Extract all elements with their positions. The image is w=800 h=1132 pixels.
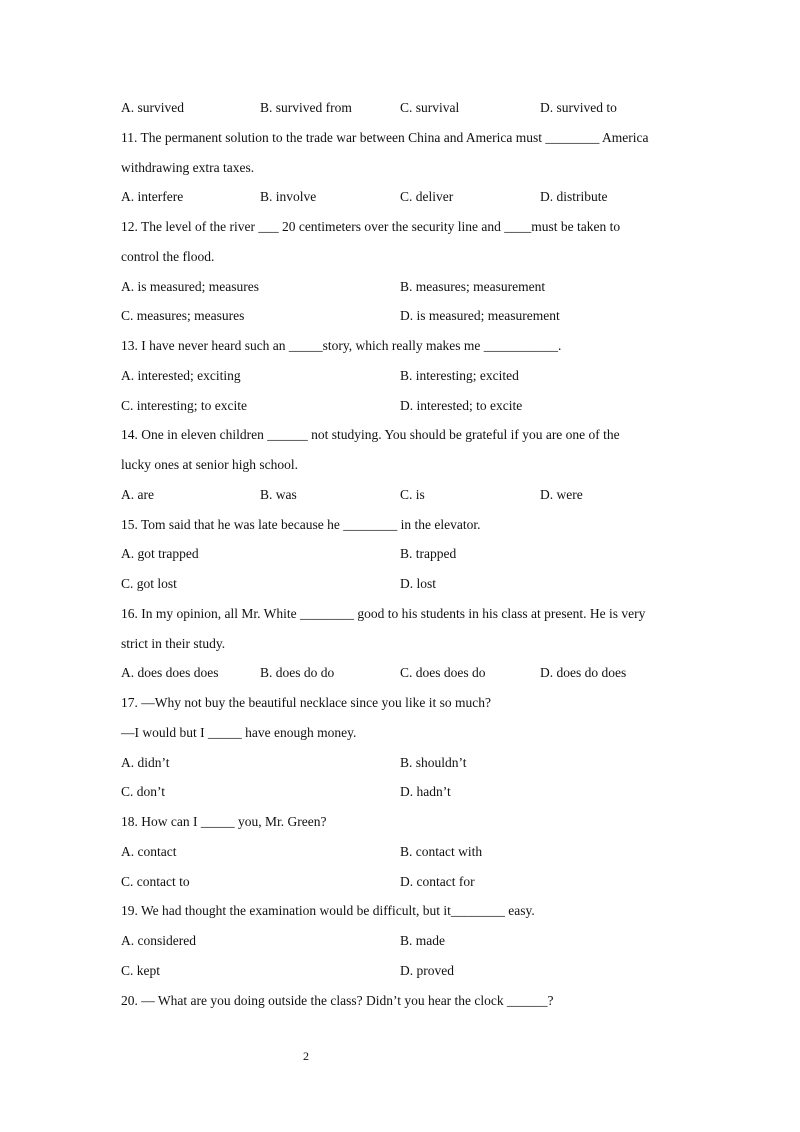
question-text: 15. Tom said that he was late because he ________ in the elevator. bbox=[121, 517, 481, 532]
answer-option: A. didn’t bbox=[121, 755, 170, 770]
answer-option: B. measures; measurement bbox=[400, 279, 546, 294]
answer-option: D. distribute bbox=[540, 189, 608, 204]
question-text: 16. In my opinion, all Mr. White ________ good to his students in his class at present. He is very bbox=[121, 606, 646, 621]
answer-option: C. is bbox=[400, 487, 425, 502]
question-text: strict in their study. bbox=[121, 636, 226, 651]
question-text: 14. One in eleven children ______ not studying. You should be grateful if you are one of the bbox=[121, 427, 620, 442]
answer-option: D. interested; to excite bbox=[400, 398, 523, 413]
page-number: 2 bbox=[303, 1049, 309, 1063]
answer-option: A. is measured; measures bbox=[121, 279, 259, 294]
question-text: lucky ones at senior high school. bbox=[121, 457, 298, 472]
answer-option: A. interested; exciting bbox=[121, 368, 241, 383]
answer-option: C. measures; measures bbox=[121, 308, 245, 323]
answer-option: B. contact with bbox=[400, 844, 483, 859]
question-text: 18. How can I _____ you, Mr. Green? bbox=[121, 814, 327, 829]
answer-option: A. contact bbox=[121, 844, 177, 859]
answer-option: A. does does does bbox=[121, 665, 219, 680]
question-text: control the flood. bbox=[121, 249, 215, 264]
answer-option: A. are bbox=[121, 487, 154, 502]
answer-option: B. shouldn’t bbox=[400, 755, 467, 770]
answer-option: B. does do do bbox=[260, 665, 335, 680]
answer-option: C. deliver bbox=[400, 189, 454, 204]
question-text: 12. The level of the river ___ 20 centimeters over the security line and ____must be taken to bbox=[121, 219, 621, 234]
answer-option: C. contact to bbox=[121, 874, 190, 889]
answer-option: D. lost bbox=[400, 576, 437, 591]
answer-option: B. survived from bbox=[260, 100, 352, 115]
answer-option: A. considered bbox=[121, 933, 196, 948]
answer-option: C. survival bbox=[400, 100, 460, 115]
answer-option: B. was bbox=[260, 487, 297, 502]
question-text: 17. —Why not buy the beautiful necklace since you like it so much? bbox=[121, 695, 492, 710]
answer-option: D. does do does bbox=[540, 665, 627, 680]
answer-option: C. don’t bbox=[121, 784, 166, 799]
question-text: withdrawing extra taxes. bbox=[121, 160, 255, 175]
answer-option: B. interesting; excited bbox=[400, 368, 519, 383]
question-text: 11. The permanent solution to the trade war between China and America must ________ America bbox=[121, 130, 649, 145]
question-text: —I would but I _____ have enough money. bbox=[121, 725, 357, 740]
answer-option: C. got lost bbox=[121, 576, 177, 591]
answer-option: D. contact for bbox=[400, 874, 475, 889]
answer-option: A. got trapped bbox=[121, 546, 199, 561]
answer-option: D. hadn’t bbox=[400, 784, 451, 799]
answer-option: B. trapped bbox=[400, 546, 457, 561]
answer-option: C. does does do bbox=[400, 665, 486, 680]
answer-option: A. interfere bbox=[121, 189, 184, 204]
answer-option: A. survived bbox=[121, 100, 184, 115]
question-text: 19. We had thought the examination would be difficult, but it________ easy. bbox=[121, 903, 535, 918]
question-text: 13. I have never heard such an _____story, which really makes me ___________. bbox=[121, 338, 562, 353]
answer-option: C. kept bbox=[121, 963, 160, 978]
answer-option: B. made bbox=[400, 933, 445, 948]
answer-option: D. proved bbox=[400, 963, 454, 978]
answer-option: C. interesting; to excite bbox=[121, 398, 247, 413]
answer-option: D. were bbox=[540, 487, 583, 502]
answer-option: B. involve bbox=[260, 189, 317, 204]
answer-option: D. is measured; measurement bbox=[400, 308, 560, 323]
answer-option: D. survived to bbox=[540, 100, 617, 115]
question-text: 20. — What are you doing outside the class? Didn’t you hear the clock ______? bbox=[121, 993, 554, 1008]
